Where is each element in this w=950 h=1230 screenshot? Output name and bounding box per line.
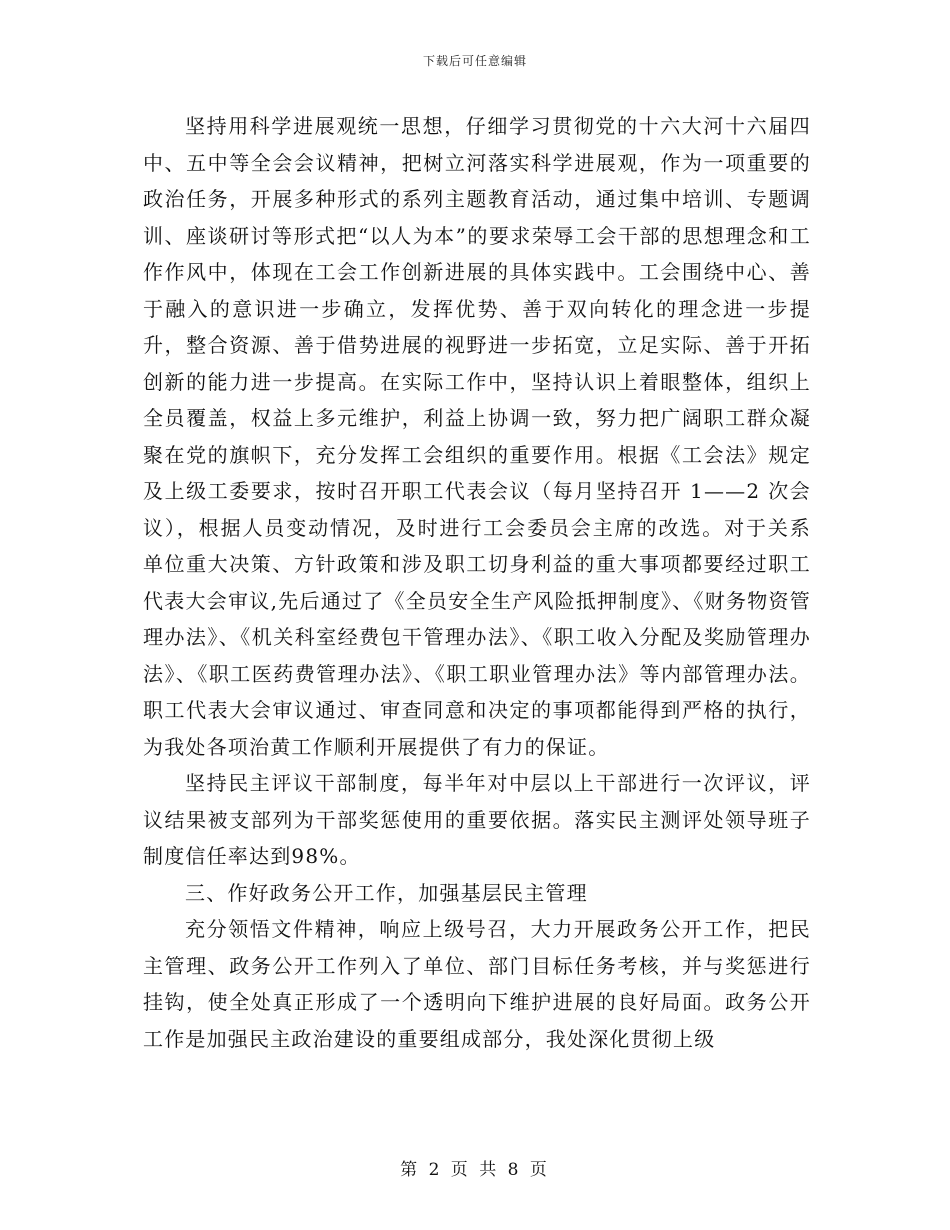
document-body — [143, 108, 811, 1057]
page-number-footer: 第 2 页 共 8 页 — [400, 1160, 550, 1180]
paragraph-government-affairs: 充分领悟文件精神，响应上级号召，大力开展政务公开工作，把民主管理、政务公开工作列入了单位、部门目标任务考核，并与奖惩进行挂钩，使全处真正形成了一个透明向下维护进展的良好局面。政务公开工作是加强民主政治建设的重要组成部分，我处深化贯彻上级 — [143, 917, 811, 1051]
page-header: 下载后可任意编辑 — [422, 54, 527, 68]
paragraph-union-work: 坚持用科学进展观统一思想，仔细学习贯彻党的十六大河十六届四中、五中等全会会议精神，把树立河落实科学进展观，作为一项重要的政治任务，开展多种形式的系列主题教育活动，通过集中培训、专题调训、座谈研讨等形式把“以人为本”的要求荣辱工会干部的思想理念和工作作风中，体现在工会工作创新进展的具体实践中。工会围绕中心、善于融入的意识进一步确立，发挥优势、善于双向转化的理念进一步提升，整合资源、善于借势进展的视野进一步拓宽，立足实际、善于开拓创新的能力进一步提高。在实际工作中，坚持认识上着眼整体，组织上全员覆盖，权益上多元维护，利益上协调一致，努力把广阔职工群众凝聚在党的旗帜下，充分发挥工会组织的重要作用。根据《工会法》规定及上级工委要求，按时召开职工代表会议（每月坚持召开 1——2 次会议），根据人员变动情况，及时进行工会委员会主席的改选。对于关系单位重大决策、方针政策和涉及职工切身利益的重大事项都要经过职工代表大会审议,先后通过了《全员安全生产风险抵押制度》、《财务物资管理办法》、《机关科室经费包干管理办法》、《职工收入分配及奖励管理办法》、《职工医药费管理办法》、《职工职业管理办法》等内部管理办法。职工代表大会审议通过、审查同意和决定的事项都能得到严格的执行，为我处各项治黄工作顺利开展提供了有力的保证。 — [143, 114, 811, 759]
paragraph-cadre-evaluation: 坚持民主评议干部制度，每半年对中层以上干部进行一次评议，评议结果被支部列为干部奖惩使用的重要依据。落实民主测评处领导班子制度信任率达到98%。 — [143, 771, 811, 868]
section-heading-government-affairs: 三、作好政务公开工作，加强基层民主管理 — [185, 880, 588, 905]
